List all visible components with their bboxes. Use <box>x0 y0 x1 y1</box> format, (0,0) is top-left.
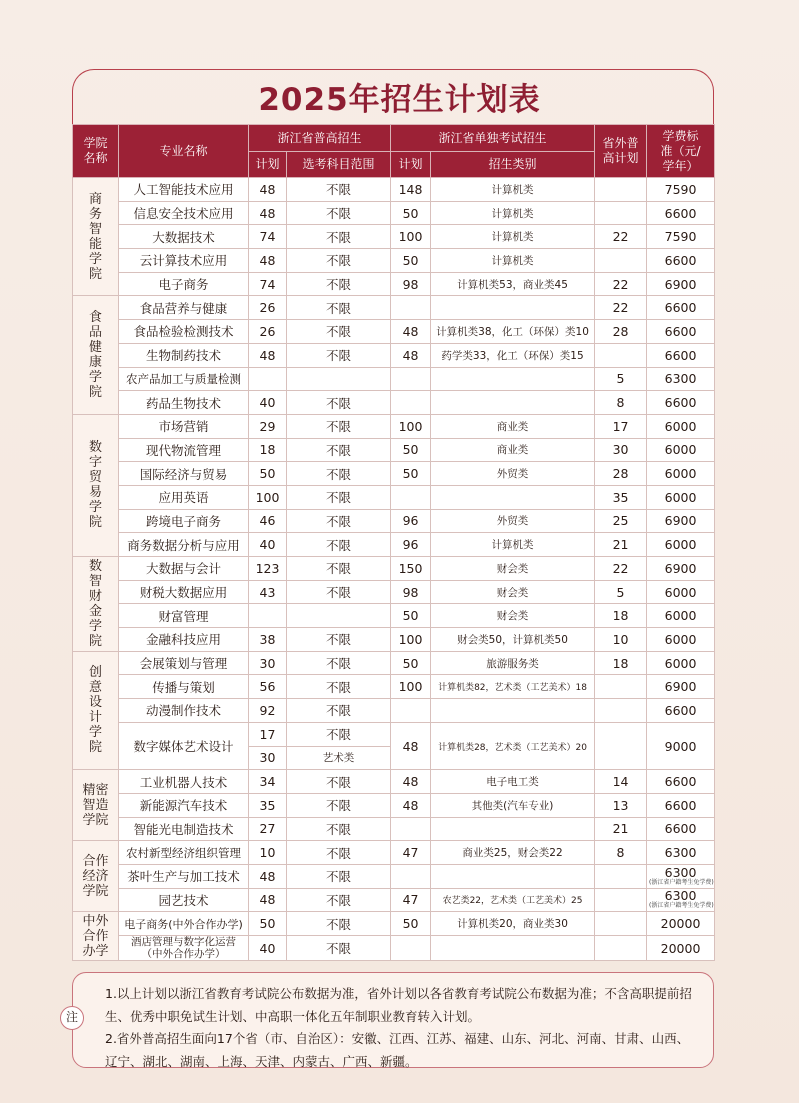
fee: 7590 <box>647 225 715 249</box>
outside-plan <box>595 201 647 225</box>
single-cat: 药学类33，化工（环保）类15 <box>431 343 595 367</box>
major-name: 农产品加工与质量检测 <box>119 367 249 391</box>
single-plan: 48 <box>391 793 431 817</box>
outside-plan: 22 <box>595 225 647 249</box>
zj-plan: 92 <box>249 699 287 723</box>
fee: 6000 <box>647 533 715 557</box>
zj-plan: 123 <box>249 557 287 581</box>
fee: 6600 <box>647 770 715 794</box>
fee: 6900 <box>647 509 715 533</box>
zj-scope: 不限 <box>287 509 391 533</box>
outside-plan: 14 <box>595 770 647 794</box>
header-college: 学院名称 <box>73 125 119 178</box>
zj-plan: 46 <box>249 509 287 533</box>
outside-plan <box>595 936 647 961</box>
single-cat: 计算机类38，化工（环保）类10 <box>431 320 595 344</box>
single-cat <box>431 699 595 723</box>
header-zj-plan: 计划 <box>249 152 287 178</box>
single-plan: 50 <box>391 604 431 628</box>
single-plan <box>391 936 431 961</box>
header-single-plan: 计划 <box>391 152 431 178</box>
major-name: 食品营养与健康 <box>119 296 249 320</box>
outside-plan: 28 <box>595 462 647 486</box>
major-name: 云计算技术应用 <box>119 249 249 273</box>
college-name: 数字贸易学院 <box>73 414 119 556</box>
zj-plan: 48 <box>249 249 287 273</box>
outside-plan <box>595 722 647 769</box>
zj-plan: 74 <box>249 225 287 249</box>
major-name: 国际经济与贸易 <box>119 462 249 486</box>
college-name: 创意设计学院 <box>73 651 119 769</box>
notes-box <box>72 972 714 1068</box>
outside-plan: 13 <box>595 793 647 817</box>
outside-plan: 17 <box>595 414 647 438</box>
major-name: 电子商务 <box>119 272 249 296</box>
major-name: 茶叶生产与加工技术 <box>119 864 249 888</box>
single-plan: 50 <box>391 651 431 675</box>
zj-scope: 不限 <box>287 936 391 961</box>
zj-scope <box>287 604 391 628</box>
single-plan: 48 <box>391 343 431 367</box>
fee: 6600 <box>647 793 715 817</box>
single-plan: 150 <box>391 557 431 581</box>
college-name: 商务智能学院 <box>73 178 119 296</box>
fee: 6000 <box>647 604 715 628</box>
zj-plan: 48 <box>249 864 287 888</box>
single-plan: 100 <box>391 414 431 438</box>
outside-plan <box>595 343 647 367</box>
zj-scope <box>287 367 391 391</box>
header-major: 专业名称 <box>119 125 249 178</box>
single-cat: 计算机类28，艺术类（工艺美术）20 <box>431 722 595 769</box>
zj-plan <box>249 367 287 391</box>
outside-plan <box>595 888 647 912</box>
single-plan: 148 <box>391 178 431 202</box>
zj-plan: 34 <box>249 770 287 794</box>
fee: 6600 <box>647 817 715 841</box>
single-plan: 98 <box>391 580 431 604</box>
zj-scope: 不限 <box>287 557 391 581</box>
enrollment-plan-table <box>72 124 715 961</box>
zj-plan: 48 <box>249 343 287 367</box>
major-name: 应用英语 <box>119 485 249 509</box>
zj-scope: 不限 <box>287 178 391 202</box>
zj-plan: 29 <box>249 414 287 438</box>
zj-scope: 不限 <box>287 272 391 296</box>
major-name: 药品生物技术 <box>119 391 249 415</box>
single-plan: 50 <box>391 912 431 936</box>
zj-plan: 38 <box>249 628 287 652</box>
college-name: 数智财金学院 <box>73 557 119 652</box>
single-cat: 财会类 <box>431 580 595 604</box>
zj-plan: 30 <box>249 651 287 675</box>
single-cat <box>431 817 595 841</box>
zj-scope: 不限 <box>287 225 391 249</box>
single-cat: 计算机类53，商业类45 <box>431 272 595 296</box>
fee <box>647 888 715 912</box>
single-plan: 50 <box>391 201 431 225</box>
fee: 20000 <box>647 912 715 936</box>
single-plan <box>391 367 431 391</box>
single-cat: 商业类 <box>431 414 595 438</box>
zj-plan: 40 <box>249 936 287 961</box>
single-cat: 外贸类 <box>431 509 595 533</box>
single-cat: 计算机类 <box>431 533 595 557</box>
single-plan <box>391 699 431 723</box>
major-name: 市场营销 <box>119 414 249 438</box>
single-plan: 100 <box>391 675 431 699</box>
zj-plan: 40 <box>249 391 287 415</box>
single-cat: 计算机类82，艺术类（工艺美术）18 <box>431 675 595 699</box>
note-badge: 注 <box>60 1006 84 1030</box>
zj-plan: 30 <box>249 746 287 770</box>
major-name: 农村新型经济组织管理 <box>119 841 249 865</box>
single-plan: 48 <box>391 722 431 769</box>
major-name: 人工智能技术应用 <box>119 178 249 202</box>
zj-plan: 56 <box>249 675 287 699</box>
single-cat: 其他类(汽车专业) <box>431 793 595 817</box>
fee: 6900 <box>647 557 715 581</box>
header-fee: 学费标准（元/学年） <box>647 125 715 178</box>
outside-plan <box>595 864 647 888</box>
zj-plan: 74 <box>249 272 287 296</box>
fee: 6000 <box>647 628 715 652</box>
outside-plan: 5 <box>595 367 647 391</box>
single-plan: 50 <box>391 438 431 462</box>
major-name: 金融科技应用 <box>119 628 249 652</box>
single-cat: 农艺类22，艺术类（工艺美术）25 <box>431 888 595 912</box>
zj-scope: 艺术类 <box>287 746 391 770</box>
single-plan: 50 <box>391 462 431 486</box>
single-plan: 47 <box>391 888 431 912</box>
single-plan <box>391 391 431 415</box>
page-title: 2025年招生计划表 <box>258 82 541 118</box>
zj-scope: 不限 <box>287 770 391 794</box>
major-name: 财富管理 <box>119 604 249 628</box>
single-plan: 47 <box>391 841 431 865</box>
single-plan: 100 <box>391 628 431 652</box>
zj-scope: 不限 <box>287 580 391 604</box>
fee: 6600 <box>647 320 715 344</box>
zj-plan: 35 <box>249 793 287 817</box>
zj-scope: 不限 <box>287 817 391 841</box>
zj-scope: 不限 <box>287 485 391 509</box>
zj-scope: 不限 <box>287 391 391 415</box>
college-name: 精密智造学院 <box>73 770 119 841</box>
zj-plan: 48 <box>249 888 287 912</box>
fee: 6300 <box>647 367 715 391</box>
fee: 20000 <box>647 936 715 961</box>
single-cat: 电子电工类 <box>431 770 595 794</box>
single-plan: 50 <box>391 249 431 273</box>
single-cat: 计算机类 <box>431 225 595 249</box>
fee: 6300 <box>647 841 715 865</box>
outside-plan <box>595 178 647 202</box>
zj-scope: 不限 <box>287 462 391 486</box>
single-plan: 100 <box>391 225 431 249</box>
zj-scope: 不限 <box>287 628 391 652</box>
single-cat: 商业类25，财会类22 <box>431 841 595 865</box>
fee: 6000 <box>647 485 715 509</box>
single-cat: 计算机类 <box>431 201 595 225</box>
fee-note: (浙江省户籍考生免学费) <box>649 902 714 910</box>
major-name: 商务数据分析与应用 <box>119 533 249 557</box>
zj-plan: 43 <box>249 580 287 604</box>
zj-scope: 不限 <box>287 249 391 273</box>
outside-plan: 8 <box>595 391 647 415</box>
major-name: 会展策划与管理 <box>119 651 249 675</box>
single-plan: 96 <box>391 533 431 557</box>
fee: 6600 <box>647 699 715 723</box>
outside-plan: 22 <box>595 296 647 320</box>
fee: 7590 <box>647 178 715 202</box>
major-name: 大数据技术 <box>119 225 249 249</box>
fee: 6000 <box>647 438 715 462</box>
single-cat: 计算机类20，商业类30 <box>431 912 595 936</box>
single-cat <box>431 391 595 415</box>
major-name: 新能源汽车技术 <box>119 793 249 817</box>
single-cat <box>431 367 595 391</box>
fee-value: 6300 <box>664 888 697 904</box>
zj-scope: 不限 <box>287 888 391 912</box>
outside-plan: 8 <box>595 841 647 865</box>
outside-plan: 28 <box>595 320 647 344</box>
single-plan: 98 <box>391 272 431 296</box>
major-name: 园艺技术 <box>119 888 249 912</box>
outside-plan: 18 <box>595 604 647 628</box>
header-zj-single: 浙江省单独考试招生 <box>391 125 595 152</box>
single-cat: 财会类50，计算机类50 <box>431 628 595 652</box>
outside-plan: 22 <box>595 557 647 581</box>
zj-scope: 不限 <box>287 533 391 557</box>
single-plan: 48 <box>391 770 431 794</box>
fee: 6000 <box>647 462 715 486</box>
zj-plan: 50 <box>249 462 287 486</box>
fee-value: 6300 <box>664 864 697 880</box>
major-name: 现代物流管理 <box>119 438 249 462</box>
zj-plan: 26 <box>249 320 287 344</box>
zj-scope: 不限 <box>287 675 391 699</box>
fee: 6600 <box>647 296 715 320</box>
major-name: 大数据与会计 <box>119 557 249 581</box>
note-line-2: 2.省外普高招生面向17个省（市、自治区）：安徽、江西、江苏、福建、山东、河北、河南、甘肃、山西、辽宁、湖北、湖南、上海、天津、内蒙古、广西、新疆。 <box>105 1031 690 1069</box>
outside-plan: 21 <box>595 533 647 557</box>
major-name: 信息安全技术应用 <box>119 201 249 225</box>
zj-scope: 不限 <box>287 438 391 462</box>
single-plan <box>391 296 431 320</box>
single-cat: 旅游服务类 <box>431 651 595 675</box>
note-line-1: 1.以上计划以浙江省教育考试院公布数据为准，省外计划以各省教育考试院公布数据为准；不含高职提前招生、优秀中职免试生计划、中高职一体化五年制职业教育转入计划。 <box>105 986 692 1024</box>
fee: 6600 <box>647 343 715 367</box>
outside-plan <box>595 699 647 723</box>
zj-scope: 不限 <box>287 414 391 438</box>
fee: 6000 <box>647 580 715 604</box>
single-cat <box>431 485 595 509</box>
major-name: 财税大数据应用 <box>119 580 249 604</box>
single-cat: 财会类 <box>431 557 595 581</box>
zj-plan: 18 <box>249 438 287 462</box>
college-name: 食品健康学院 <box>73 296 119 414</box>
zj-plan: 27 <box>249 817 287 841</box>
zj-scope: 不限 <box>287 841 391 865</box>
zj-plan: 10 <box>249 841 287 865</box>
zj-scope: 不限 <box>287 722 391 746</box>
outside-plan: 5 <box>595 580 647 604</box>
college-name: 合作经济学院 <box>73 841 119 912</box>
fee: 6600 <box>647 249 715 273</box>
header-zj-general: 浙江省普高招生 <box>249 125 391 152</box>
zj-scope: 不限 <box>287 651 391 675</box>
major-name: 电子商务(中外合作办学) <box>119 912 249 936</box>
single-cat <box>431 936 595 961</box>
outside-plan <box>595 912 647 936</box>
single-cat <box>431 864 595 888</box>
single-cat: 计算机类 <box>431 249 595 273</box>
single-plan <box>391 864 431 888</box>
single-plan <box>391 485 431 509</box>
outside-plan: 30 <box>595 438 647 462</box>
fee: 6600 <box>647 391 715 415</box>
major-name: 智能光电制造技术 <box>119 817 249 841</box>
outside-plan: 18 <box>595 651 647 675</box>
zj-plan: 50 <box>249 912 287 936</box>
zj-scope: 不限 <box>287 201 391 225</box>
zj-scope: 不限 <box>287 912 391 936</box>
single-plan <box>391 817 431 841</box>
outside-plan <box>595 249 647 273</box>
fee: 6000 <box>647 414 715 438</box>
major-name: 工业机器人技术 <box>119 770 249 794</box>
fee: 6900 <box>647 272 715 296</box>
fee <box>647 864 715 888</box>
outside-plan <box>595 675 647 699</box>
major-name: 数字媒体艺术设计 <box>119 722 249 769</box>
single-cat <box>431 296 595 320</box>
major-name: 跨境电子商务 <box>119 509 249 533</box>
fee: 6000 <box>647 651 715 675</box>
single-cat: 计算机类 <box>431 178 595 202</box>
zj-plan: 17 <box>249 722 287 746</box>
zj-scope: 不限 <box>287 320 391 344</box>
zj-plan: 48 <box>249 178 287 202</box>
zj-scope: 不限 <box>287 864 391 888</box>
outside-plan: 22 <box>595 272 647 296</box>
outside-plan: 10 <box>595 628 647 652</box>
major-name: 生物制药技术 <box>119 343 249 367</box>
zj-scope: 不限 <box>287 699 391 723</box>
single-cat: 外贸类 <box>431 462 595 486</box>
zj-plan: 48 <box>249 201 287 225</box>
major-name: 酒店管理与数字化运营（中外合作办学） <box>119 936 249 961</box>
zj-plan: 40 <box>249 533 287 557</box>
header-single-cat: 招生类别 <box>431 152 595 178</box>
zj-scope: 不限 <box>287 296 391 320</box>
fee-note: (浙江省户籍考生免学费) <box>649 878 714 886</box>
fee: 6600 <box>647 201 715 225</box>
outside-plan: 35 <box>595 485 647 509</box>
major-name: 食品检验检测技术 <box>119 320 249 344</box>
outside-plan: 25 <box>595 509 647 533</box>
single-plan: 48 <box>391 320 431 344</box>
single-cat: 财会类 <box>431 604 595 628</box>
major-name: 传播与策划 <box>119 675 249 699</box>
header-zj-scope: 选考科目范围 <box>287 152 391 178</box>
zj-plan <box>249 604 287 628</box>
zj-plan: 100 <box>249 485 287 509</box>
zj-scope: 不限 <box>287 793 391 817</box>
outside-plan: 21 <box>595 817 647 841</box>
fee: 6900 <box>647 675 715 699</box>
single-plan: 96 <box>391 509 431 533</box>
college-name: 中外合作办学 <box>73 912 119 961</box>
single-cat: 商业类 <box>431 438 595 462</box>
zj-scope: 不限 <box>287 343 391 367</box>
zj-plan: 26 <box>249 296 287 320</box>
major-name: 动漫制作技术 <box>119 699 249 723</box>
fee: 9000 <box>647 722 715 769</box>
header-outside: 省外普高计划 <box>595 125 647 178</box>
